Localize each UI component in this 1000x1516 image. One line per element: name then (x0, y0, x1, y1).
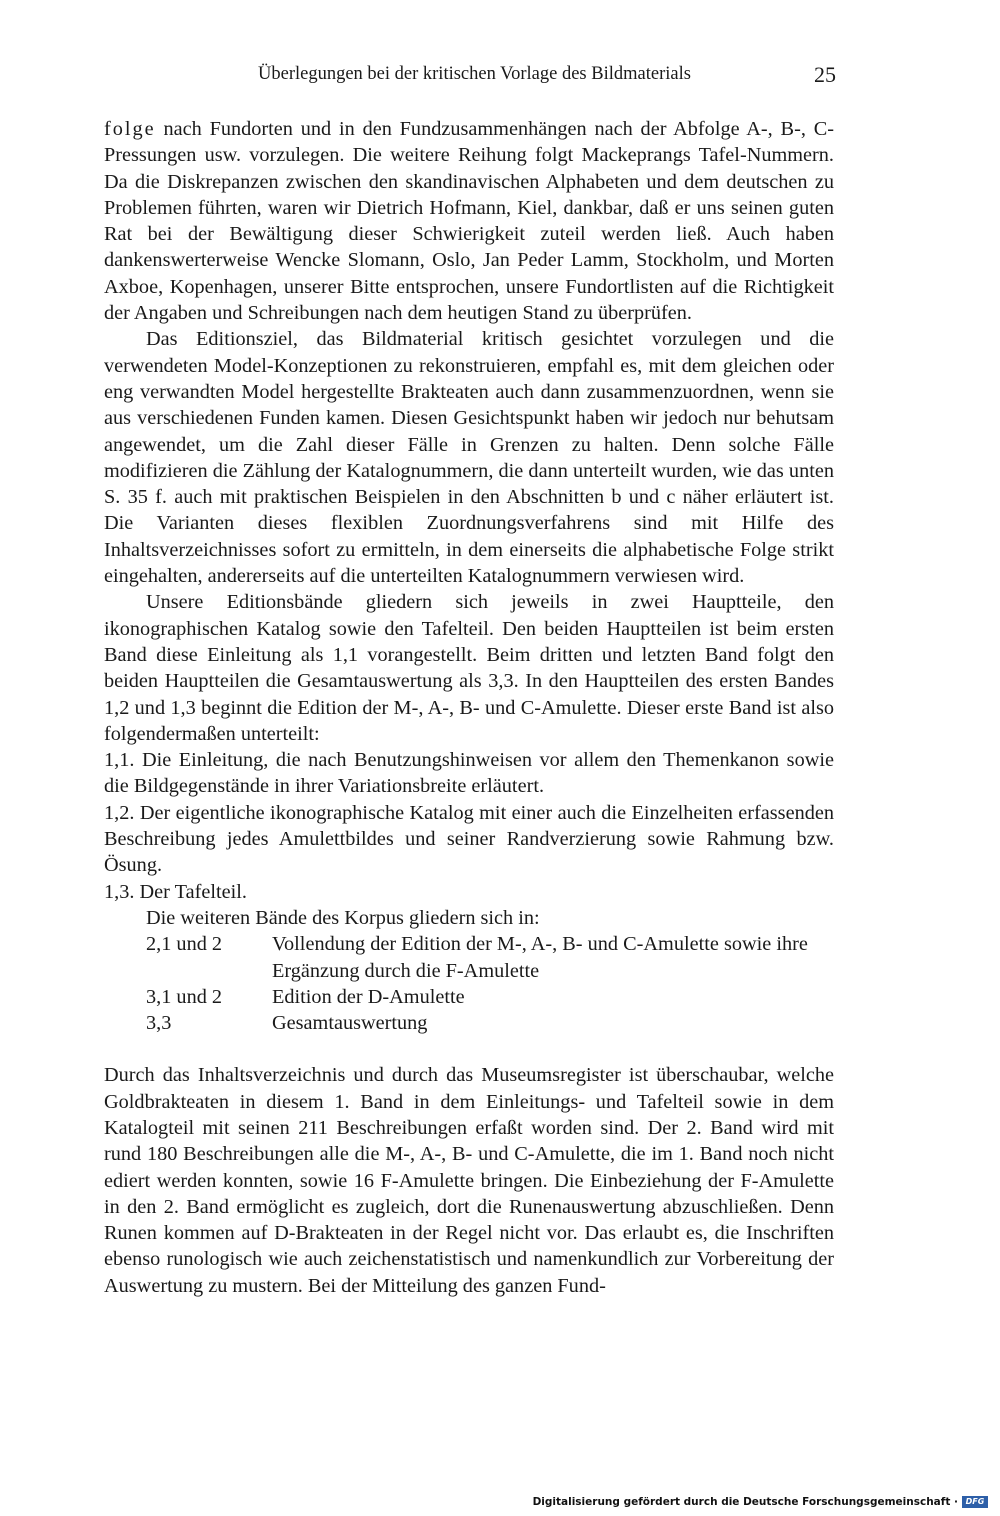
paragraph-1 (104, 116, 834, 326)
volume-description: Vollendung der Edition der M-, A-, B- und C-Amulette sowie ihre Ergänzung durch die F-Amulette (272, 933, 808, 982)
paragraph-final: Durch das Inhaltsverzeichnis und durch das Museumsregister ist überschaubar, welche Goldbrakteaten in diesem 1. Band in dem Einleitungs- und Tafelteil sowie in dem Katalogteil mit seinen 211 Beschreibungen erfaßt worden sind. Der 2. Band wird mit rund 180 Beschreibungen alle die M-, A-, B- und C-Amulette, die im 1. Band noch nicht ediert werden konnten, sowie 16 F-Amulette bringen. Die Einbeziehung der F-Amulette in den 2. Band ermöglicht es zugleich, dort die Runenauswertung abzuschließen. Denn Runen kommen auf D-Brakteaten in der Regel nicht vor. Das erlaubt es, die Inschriften ebenso runologisch wie auch zeichenstatistisch und namenkundlich zur Vorbereitung der Auswertung zu mustern. Bei der Mitteilung des ganzen Fund- (104, 1064, 834, 1297)
paragraph-3: Unsere Editionsbände gliedern sich jeweils in zwei Hauptteile, den ikonographischen Katalog sowie den Tafelteil. Den beiden Hauptteilen ist beim ersten Band diese Einleitung als 1,1 vorangestellt. Beim dritten und letzten Band folgt den beiden Hauptteilen die Gesamtauswertung als 3,3. In den Hauptteilen des ersten Bandes 1,2 und 1,3 beginnt die Edition der M-, A-, B- und C-Amulette. Dieser erste Band ist also folgendermaßen unterteilt: (104, 591, 834, 745)
list-item-1-3: 1,3. Der Tafelteil. (104, 880, 247, 903)
volume-row (146, 1010, 834, 1036)
page-number: 25 (814, 62, 836, 87)
paragraph-1-lead: folge (104, 118, 156, 140)
volume-description: Edition der D-Amulette (272, 985, 465, 1008)
dfg-logo-icon: DFG (962, 1496, 988, 1508)
volume-number: 2,1 und 2 (146, 933, 223, 956)
volumes-table (146, 931, 834, 1036)
volumes-intro: Die weiteren Bände des Korpus gliedern sich in: (146, 906, 540, 929)
volume-row (146, 984, 834, 1010)
paragraph-2: Das Editionsziel, das Bildmaterial kritisch gesichtet vorzulegen und die verwendeten Model-Konzeptionen zu rekonstruieren, empfahl es, mit dem gleichen oder eng verwandten Model hergestellte Brakteaten auch dann zusammenzuordnen, wenn sie aus verschiedenen Funden kamen. Diesen Gesichtspunkt haben wir jedoch nur behutsam angewendet, um die Zahl dieser Fälle in Grenzen zu halten. Denn solche Fälle modifizieren die Zählung der Katalognummern, die dann unterteilt wurden, wie das unten S. 35 f. auch mit praktischen Beispielen in den Abschnitten b und c näher erläutert ist. Die Varianten dieses flexiblen Zuordnungsverfahrens sind mit Hilfe des Inhaltsverzeichnisses sofort zu ermitteln, in dem einerseits die alphabetische Folge strikt eingehalten, andererseits auf die unterteilten Katalognummern verwiesen wird. (104, 328, 834, 588)
digitization-footer (533, 1496, 988, 1508)
running-head: Überlegungen bei der kritischen Vorlage des Bildmaterials (258, 64, 691, 84)
section-gap (104, 1036, 834, 1062)
footer-text: Digitalisierung gefördert durch die Deutsche Forschungsgemeinschaft · (532, 1496, 958, 1508)
list-item-1-1: 1,1. Die Einleitung, die nach Benutzungshinweisen vor allem den Themenkanon sowie die Bildgegenstände in ihrer Variationsbreite erläutert. (104, 749, 834, 798)
body-text (104, 116, 834, 1299)
volume-description: Gesamtauswertung (272, 1012, 428, 1035)
volume-number: 3,3 (146, 1012, 172, 1035)
volume-number: 3,1 und 2 (146, 985, 223, 1008)
list-item-1-2: 1,2. Der eigentliche ikonographische Katalog mit einer auch die Einzelheiten erfassenden Beschreibung jedes Amulettbildes und seiner Randverzierung sowie Rahmung bzw. Ösung. (104, 801, 834, 877)
paragraph-1-text: nach Fundorten und in den Fundzusammenhängen nach der Abfolge A-, B-, C-Pressungen usw. vorzulegen. Die weitere Reihung folgt Mackeprangs Tafel-Nummern. Da die Diskrepanzen zwischen den skandinavischen Alphabeten und dem deutschen zu Problemen führten, waren wir Dietrich Hofmann, Kiel, dankbar, daß er uns seinen guten Rat bei der Bewältigung dieser Schwierigkeit zuteil werden ließ. Auch haben dankenswerterweise Wencke Slomann, Oslo, Jan Peder Lamm, Stockholm, und Morten Axboe, Kopenhagen, unserer Bitte entsprochen, unsere Fundortlisten auf die Richtigkeit der Angaben und Schreibungen nach dem heutigen Stand zu überprüfen. (104, 118, 834, 325)
page-header (104, 64, 836, 94)
volume-row (146, 931, 834, 984)
